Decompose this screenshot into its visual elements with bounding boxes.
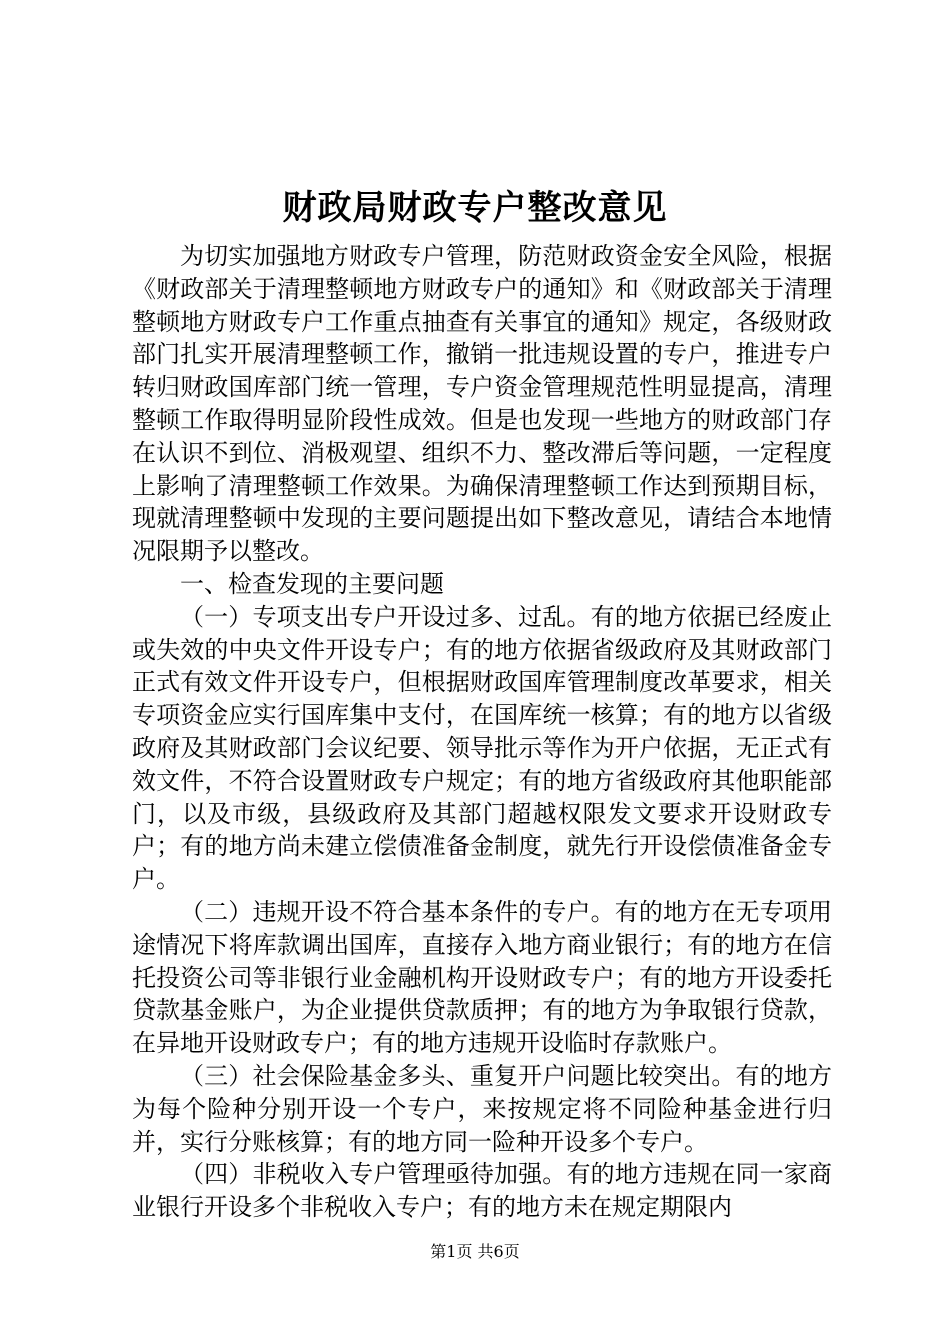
page-footer: 第1页 共6页: [430, 1242, 520, 1261]
issue-paragraph-2: （二）违规开设不符合基本条件的专户。有的地方在无专项用途情况下将库款调出国库，直接存入地方商业银行；有的地方在信托投资公司等非银行业金融机构开设财政专户；有的地方开设委托贷款基金账户，为企业提供贷款质押；有的地方为争取银行贷款，在异地开设财政专户；有的地方违规开设临时存款账户。: [132, 897, 832, 1058]
intro-paragraph: 为切实加强地方财政专户管理，防范财政资金安全风险，根据《财政部关于清理整顿地方财政专户的通知》和《财政部关于清理整顿地方财政专户工作重点抽查有关事宜的通知》规定，各级财政部门扎实开展清理整顿工作，撤销一批违规设置的专户，推进专户转归财政国库部门统一管理，专户资金管理规范性明显提高，清理整顿工作取得明显阶段性成效。但是也发现一些地方的财政部门存在认识不到位、消极观望、组织不力、整改滞后等问题，一定程度上影响了清理整顿工作效果。为确保清理整顿工作达到预期目标，现就清理整顿中发现的主要问题提出如下整改意见，请结合本地情况限期予以整改。: [132, 242, 832, 566]
document-body: [132, 240, 832, 1224]
issue-paragraph-3: （三）社会保险基金多头、重复开户问题比较突出。有的地方为每个险种分别开设一个专户，来按规定将不同险种基金进行归并，实行分账核算；有的地方同一险种开设多个专户。: [132, 1061, 832, 1156]
issue-paragraph-4: （四）非税收入专户管理亟待加强。有的地方违规在同一家商业银行开设多个非税收入专户；有的地方未在规定期限内: [132, 1160, 832, 1222]
issue-paragraph-1: （一）专项支出专户开设过多、过乱。有的地方依据已经废止或失效的中央文件开设专户；有的地方依据省级政府及其财政部门正式有效文件开设专户，但根据财政国库管理制度改革要求，相关专项资金应实行国库集中支付，在国库统一核算；有的地方以省级政府及其财政部门会议纪要、领导批示等作为开户依据，无正式有效文件，不符合设置财政专户规定；有的地方省级政府其他职能部门，以及市级，县级政府及其部门超越权限发文要求开设财政专户；有的地方尚未建立偿债准备金制度，就先行开设偿债准备金专户。: [132, 602, 832, 894]
section-heading: 一、检查发现的主要问题: [180, 569, 444, 598]
document-title: 财政局财政专户整改意见: [282, 188, 668, 228]
